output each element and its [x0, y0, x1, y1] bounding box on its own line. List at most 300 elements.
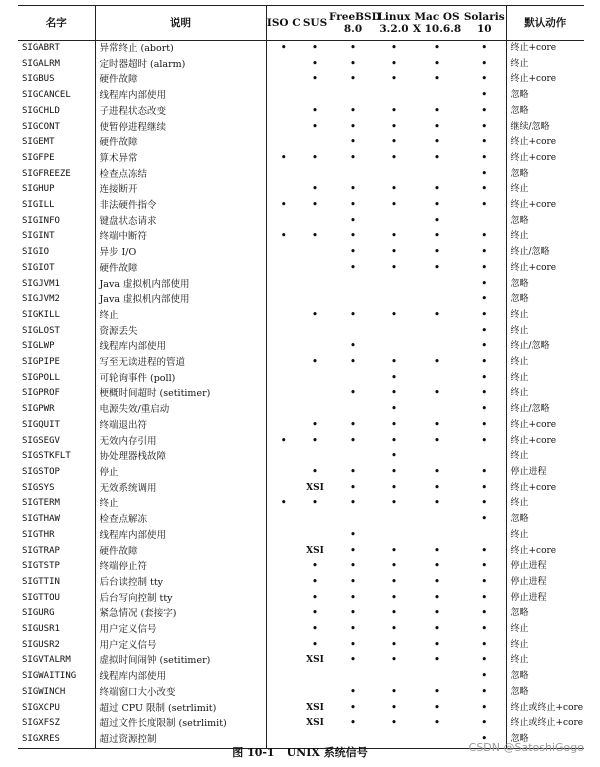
cell-solaris: •	[481, 702, 488, 713]
cell-linux: •	[391, 43, 397, 53]
table-row	[18, 371, 584, 387]
cell-sus: •	[312, 576, 318, 587]
cell-freebsd: •	[350, 435, 356, 446]
table-row	[18, 245, 584, 261]
cell-freebsd: •	[350, 624, 356, 635]
cell-name: SIGIOT	[22, 262, 55, 273]
cell-macos: •	[434, 74, 440, 85]
cell-solaris: •	[481, 341, 488, 352]
cell-macos: •	[434, 576, 440, 587]
table-row	[18, 638, 584, 654]
cell-sus: •	[312, 624, 318, 635]
cell-linux	[377, 277, 411, 293]
cell-desc: 检查点解冻	[95, 512, 266, 528]
cell-freebsd	[329, 402, 377, 418]
header-sus: SUS	[301, 6, 329, 41]
cell-freebsd: •	[350, 608, 356, 619]
caption-number: 图 10-1	[232, 746, 275, 759]
cell-linux: •	[391, 592, 397, 603]
cell-sus	[301, 402, 329, 418]
cell-iso	[266, 559, 301, 575]
table-row	[18, 685, 584, 701]
cell-solaris: •	[481, 168, 488, 179]
cell-sus: •	[312, 592, 318, 603]
cell-solaris: •	[481, 58, 488, 69]
table-row	[18, 88, 584, 104]
cell-action: 终止或终止+core	[506, 701, 584, 717]
cell-solaris	[463, 214, 506, 230]
cell-iso	[266, 308, 301, 324]
cell-sus: •	[312, 608, 318, 619]
table-row	[18, 120, 584, 136]
cell-sus: •	[312, 184, 318, 195]
cell-name: SIGWINCH	[22, 686, 66, 697]
cell-freebsd	[329, 512, 377, 528]
cell-sus	[301, 261, 329, 277]
cell-name: SIGPWR	[22, 404, 55, 415]
cell-freebsd	[329, 277, 377, 293]
cell-sus: •	[312, 561, 318, 572]
cell-desc: 终端窗口大小改变	[95, 685, 266, 701]
cell-name: SIGXFSZ	[22, 718, 60, 729]
cell-solaris: •	[481, 624, 488, 635]
cell-freebsd	[329, 669, 377, 685]
cell-name: SIGUSR2	[22, 639, 60, 650]
cell-freebsd: •	[350, 498, 356, 509]
table-row	[18, 386, 584, 402]
cell-linux	[377, 512, 411, 528]
cell-linux: •	[391, 152, 397, 163]
cell-name: SIGINT	[22, 231, 55, 242]
cell-macos: •	[434, 105, 440, 116]
cell-freebsd: •	[350, 231, 356, 242]
cell-macos: •	[434, 419, 440, 430]
cell-solaris: •	[481, 357, 488, 368]
cell-solaris: •	[481, 247, 488, 258]
cell-sus	[301, 292, 329, 308]
cell-freebsd	[329, 449, 377, 465]
cell-action: 忽略	[506, 732, 584, 748]
cell-desc: 写至无读进程的管道	[95, 355, 266, 371]
cell-solaris: •	[481, 404, 488, 415]
cell-freebsd	[329, 371, 377, 387]
cell-iso	[266, 167, 301, 183]
cell-linux	[377, 214, 411, 230]
cell-sus: •	[312, 105, 318, 116]
cell-sus: XSI	[306, 718, 324, 729]
cell-macos: •	[434, 498, 440, 509]
cell-desc: 超过资源控制	[95, 732, 266, 748]
cell-name: SIGSTKFLT	[22, 451, 71, 462]
cell-linux	[377, 167, 411, 183]
table-row	[18, 575, 584, 591]
cell-iso: •	[266, 41, 301, 57]
cell-freebsd	[329, 324, 377, 340]
cell-solaris: •	[481, 466, 488, 477]
cell-name: SIGEMT	[22, 137, 55, 148]
cell-linux	[377, 528, 411, 544]
cell-linux: •	[391, 686, 397, 697]
cell-solaris: •	[481, 262, 488, 273]
cell-iso	[266, 324, 301, 340]
cell-sus	[301, 88, 329, 104]
cell-action: 终止或终止+core	[506, 716, 584, 732]
cell-action: 停止进程	[506, 465, 584, 481]
cell-iso	[266, 277, 301, 293]
table-row	[18, 434, 584, 450]
table-row	[18, 292, 584, 308]
cell-action: 终止+core	[506, 434, 584, 450]
cell-iso	[266, 544, 301, 560]
cell-linux: •	[391, 466, 397, 477]
cell-freebsd: •	[350, 702, 356, 713]
table-row	[18, 465, 584, 481]
cell-desc: 后台读控制 tty	[95, 575, 266, 591]
cell-macos	[411, 402, 463, 418]
cell-sus: •	[312, 231, 318, 242]
cell-sus	[301, 512, 329, 528]
cell-solaris: •	[481, 152, 488, 163]
table-row	[18, 41, 584, 57]
cell-name: SIGFPE	[22, 152, 55, 163]
cell-freebsd: •	[350, 152, 356, 163]
cell-name: SIGINFO	[22, 215, 60, 226]
table-row	[18, 182, 584, 198]
cell-action: 停止进程	[506, 575, 584, 591]
cell-action: 终止	[506, 308, 584, 324]
table-row	[18, 261, 584, 277]
cell-iso	[266, 512, 301, 528]
cell-macos: •	[434, 561, 440, 572]
cell-desc: 无效系统调用	[95, 481, 266, 497]
cell-iso: •	[266, 229, 301, 245]
cell-action: 终止	[506, 638, 584, 654]
cell-sus: •	[312, 639, 318, 650]
cell-solaris: •	[481, 294, 488, 305]
cell-action: 终止+core	[506, 418, 584, 434]
cell-action: 终止	[506, 371, 584, 387]
table-row	[18, 449, 584, 465]
cell-macos	[411, 292, 463, 308]
cell-freebsd: •	[350, 105, 356, 116]
cell-desc: 非法硬件指令	[95, 198, 266, 214]
cell-macos	[411, 512, 463, 528]
cell-action: 终止	[506, 182, 584, 198]
cell-iso: •	[266, 434, 301, 450]
cell-name: SIGTTOU	[22, 592, 60, 603]
cell-macos: •	[434, 43, 440, 53]
cell-linux: •	[391, 357, 397, 368]
table-row	[18, 402, 584, 418]
cell-name: SIGKILL	[22, 309, 60, 320]
header-freebsd: FreeBSD 8.0	[329, 6, 377, 41]
cell-iso	[266, 653, 301, 669]
cell-solaris: •	[481, 608, 488, 619]
cell-name: SIGJVM2	[22, 294, 60, 305]
cell-macos: •	[434, 482, 440, 493]
cell-name: SIGPIPE	[22, 357, 60, 368]
cell-desc: 梗概时间超时 (setitimer)	[95, 386, 266, 402]
cell-macos	[411, 167, 463, 183]
cell-freebsd: •	[350, 247, 356, 258]
cell-action: 忽略	[506, 685, 584, 701]
cell-action: 忽略	[506, 512, 584, 528]
cell-solaris	[463, 449, 506, 465]
cell-linux: •	[391, 262, 397, 273]
cell-linux: •	[391, 639, 397, 650]
cell-sus: •	[312, 435, 318, 446]
cell-sus	[301, 214, 329, 230]
cell-freebsd	[329, 167, 377, 183]
cell-sus: XSI	[306, 482, 324, 493]
cell-sus: •	[312, 466, 318, 477]
cell-sus	[301, 245, 329, 261]
cell-name: SIGXRES	[18, 732, 95, 748]
cell-sus	[301, 669, 329, 685]
cell-solaris: •	[481, 718, 488, 729]
cell-iso	[266, 120, 301, 136]
cell-name: SIGHUP	[22, 184, 55, 195]
cell-name: SIGSTOP	[22, 466, 60, 477]
cell-iso	[266, 669, 301, 685]
cell-macos: •	[434, 152, 440, 163]
cell-desc: 无效内存引用	[95, 434, 266, 450]
cell-freebsd: •	[350, 718, 356, 729]
cell-name: SIGVTALRM	[22, 655, 71, 666]
cell-sus: •	[312, 357, 318, 368]
cell-desc: 终端停止符	[95, 559, 266, 575]
table-row	[18, 622, 584, 638]
cell-linux: •	[391, 200, 397, 211]
cell-sus	[301, 371, 329, 387]
cell-freebsd: •	[350, 43, 356, 53]
header-iso: ISO C	[266, 6, 301, 41]
table-row	[18, 496, 584, 512]
cell-macos: •	[434, 686, 440, 697]
table-row	[18, 135, 584, 151]
cell-macos: •	[434, 215, 440, 226]
cell-action: 终止/忽略	[506, 339, 584, 355]
cell-linux: •	[391, 718, 397, 729]
cell-solaris: •	[481, 184, 488, 195]
cell-linux: •	[391, 388, 397, 399]
cell-sus: •	[312, 43, 318, 53]
cell-solaris: •	[481, 655, 488, 666]
cell-macos	[411, 371, 463, 387]
cell-freebsd: •	[350, 655, 356, 666]
cell-macos: •	[434, 435, 440, 446]
cell-name: SIGPOLL	[22, 372, 60, 383]
table-row	[18, 544, 584, 560]
cell-macos: •	[434, 624, 440, 635]
table-body	[18, 41, 584, 749]
cell-name: SIGPROF	[22, 388, 60, 399]
cell-iso	[266, 418, 301, 434]
cell-macos	[411, 324, 463, 340]
cell-linux: •	[391, 58, 397, 69]
cell-desc: 停止	[95, 465, 266, 481]
table-row	[18, 559, 584, 575]
cell-sus	[301, 277, 329, 293]
cell-iso	[266, 88, 301, 104]
table-row	[18, 591, 584, 607]
table-row	[18, 229, 584, 245]
cell-iso	[266, 355, 301, 371]
cell-freebsd: •	[350, 592, 356, 603]
cell-linux: •	[391, 451, 397, 462]
cell-solaris: •	[481, 105, 488, 116]
cell-action: 忽略	[506, 606, 584, 622]
cell-solaris: •	[463, 732, 506, 748]
cell-freebsd: •	[350, 482, 356, 493]
cell-iso	[266, 402, 301, 418]
cell-macos: •	[434, 184, 440, 195]
cell-action: 终止+core	[506, 261, 584, 277]
cell-linux	[377, 88, 411, 104]
caption-text: UNIX 系统信号	[286, 746, 368, 759]
cell-linux: •	[391, 231, 397, 242]
cell-name: SIGTSTP	[22, 561, 60, 572]
cell-macos: •	[434, 655, 440, 666]
table-row	[18, 528, 584, 544]
cell-solaris: •	[481, 137, 488, 148]
cell-macos	[411, 669, 463, 685]
table-row	[18, 481, 584, 497]
cell-macos	[411, 449, 463, 465]
cell-linux: •	[391, 184, 397, 195]
cell-desc: 用户定义信号	[95, 638, 266, 654]
cell-linux	[377, 324, 411, 340]
header-desc: 说明	[95, 6, 266, 41]
cell-linux: •	[391, 545, 397, 556]
cell-desc: 终端中断符	[95, 229, 266, 245]
cell-macos	[411, 339, 463, 355]
cell-linux	[377, 292, 411, 308]
cell-name: SIGTRAP	[22, 545, 60, 556]
cell-linux: •	[391, 498, 397, 509]
header-name: 名字	[18, 6, 95, 41]
cell-solaris: •	[481, 419, 488, 430]
cell-desc: 异步 I/O	[95, 245, 266, 261]
cell-desc: 子进程状态改变	[95, 104, 266, 120]
cell-linux	[377, 669, 411, 685]
cell-desc: 定时器超时 (alarm)	[95, 57, 266, 73]
cell-freebsd: •	[350, 309, 356, 320]
cell-linux: •	[391, 608, 397, 619]
cell-desc: 线程库内部使用	[95, 669, 266, 685]
cell-iso	[266, 339, 301, 355]
cell-iso	[266, 292, 301, 308]
cell-macos: •	[434, 357, 440, 368]
cell-action: 终止+core	[506, 481, 584, 497]
cell-iso	[266, 528, 301, 544]
cell-desc: 检查点冻结	[95, 167, 266, 183]
cell-solaris: •	[481, 231, 488, 242]
cell-linux: •	[391, 435, 397, 446]
table-row	[18, 339, 584, 355]
cell-desc: 终止	[95, 496, 266, 512]
cell-action: 终止	[506, 496, 584, 512]
cell-solaris: •	[481, 592, 488, 603]
cell-desc: 异常终止 (abort)	[95, 41, 266, 57]
cell-iso	[266, 622, 301, 638]
cell-solaris	[463, 528, 506, 544]
cell-macos: •	[434, 247, 440, 258]
cell-linux: •	[391, 74, 397, 85]
cell-iso	[266, 182, 301, 198]
cell-macos	[411, 277, 463, 293]
cell-name: SIGTHAW	[22, 514, 60, 525]
cell-solaris: •	[481, 325, 488, 336]
cell-sus: •	[312, 152, 318, 163]
cell-action: 终止	[506, 229, 584, 245]
cell-iso	[266, 591, 301, 607]
cell-sus: •	[312, 419, 318, 430]
cell-iso	[266, 575, 301, 591]
cell-name: SIGALRM	[22, 58, 60, 69]
cell-macos: •	[434, 592, 440, 603]
cell-solaris: •	[481, 74, 488, 85]
cell-desc: 硬件故障	[95, 544, 266, 560]
cell-sus: XSI	[306, 702, 324, 713]
cell-solaris: •	[481, 43, 488, 53]
cell-freebsd: •	[350, 215, 356, 226]
cell-name: SIGTERM	[22, 498, 60, 509]
cell-action: 停止进程	[506, 591, 584, 607]
cell-desc: 线程库内部使用	[95, 88, 266, 104]
cell-iso	[266, 57, 301, 73]
table-row	[18, 214, 584, 230]
cell-action: 终止+core	[506, 72, 584, 88]
cell-name: SIGSEGV	[22, 435, 60, 446]
table-row	[18, 606, 584, 622]
cell-desc: 资源丢失	[95, 324, 266, 340]
cell-solaris: •	[481, 200, 488, 211]
cell-iso	[266, 72, 301, 88]
cell-name: SIGCANCEL	[22, 90, 71, 101]
cell-iso	[266, 245, 301, 261]
cell-iso	[266, 386, 301, 402]
cell-iso	[266, 638, 301, 654]
cell-solaris: •	[481, 545, 488, 556]
cell-action: 终止+core	[506, 41, 584, 57]
table-row	[18, 716, 584, 732]
cell-iso	[266, 135, 301, 151]
cell-freebsd	[329, 292, 377, 308]
table-row	[18, 669, 584, 685]
cell-sus	[301, 685, 329, 701]
cell-freebsd: •	[350, 686, 356, 697]
cell-desc: Java 虚拟机内部使用	[95, 277, 266, 293]
cell-desc: 超过文件长度限制 (setrlimit)	[95, 716, 266, 732]
cell-freebsd: •	[350, 529, 356, 540]
cell-action: 忽略	[506, 292, 584, 308]
cell-sus: •	[312, 498, 318, 509]
cell-action: 忽略	[506, 167, 584, 183]
cell-freebsd: •	[350, 561, 356, 572]
cell-desc: 电源失效/重启动	[95, 402, 266, 418]
cell-freebsd: •	[350, 58, 356, 69]
cell-solaris: •	[481, 576, 488, 587]
cell-freebsd: •	[350, 639, 356, 650]
cell-freebsd: •	[350, 388, 356, 399]
cell-sus	[301, 135, 329, 151]
cell-iso	[266, 685, 301, 701]
cell-action: 忽略	[506, 214, 584, 230]
cell-macos: •	[434, 608, 440, 619]
cell-name: SIGLWP	[22, 341, 55, 352]
cell-desc: 紧急情况 (套接字)	[95, 606, 266, 622]
